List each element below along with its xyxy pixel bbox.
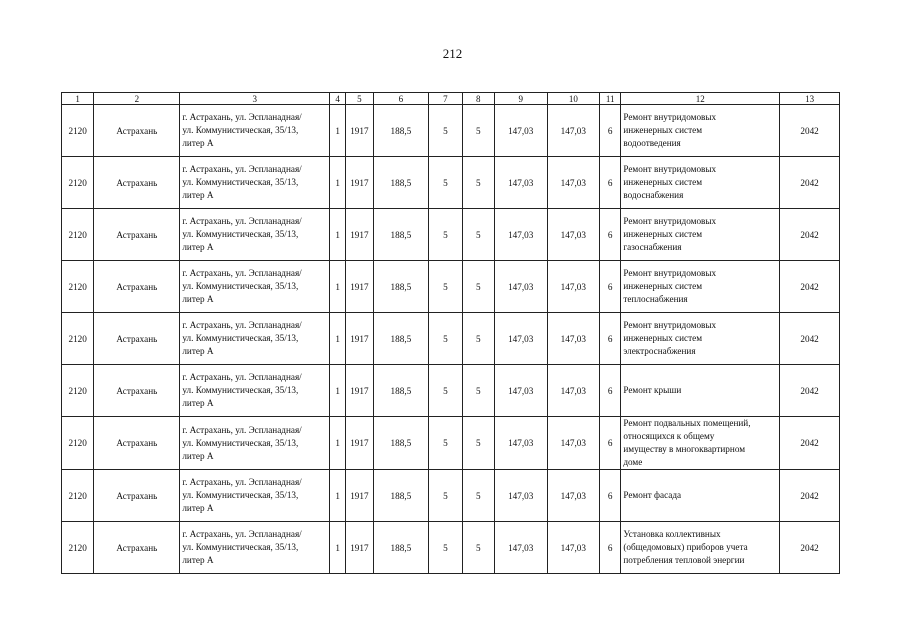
address-cell [180,261,330,313]
address-cell [180,522,330,574]
cell-line: Установка коллективных [623,529,721,539]
cell-c13: 2042 [780,209,840,261]
cell-c2: Астрахань [94,209,180,261]
cell-c7: 5 [429,417,462,470]
work-type-cell [621,157,780,209]
cell-c8: 5 [462,209,494,261]
cell-c11: 6 [600,313,621,365]
cell-c7: 5 [429,470,462,522]
cell-c11: 6 [600,522,621,574]
cell-c4: 1 [330,157,346,209]
cell-c1: 2120 [62,157,94,209]
cell-c2: Астрахань [94,417,180,470]
cell-line: ул. Коммунистическая, 35/13, [182,385,299,395]
cell-line: Ремонт внутридомовых [623,112,717,122]
cell-line: ул. Коммунистическая, 35/13, [182,333,299,343]
cell-c11: 6 [600,365,621,417]
cell-c1: 2120 [62,261,94,313]
cell-c7: 5 [429,365,462,417]
cell-c7: 5 [429,261,462,313]
cell-c9: 147,03 [494,157,547,209]
cell-c13: 2042 [780,470,840,522]
cell-c11: 6 [600,157,621,209]
address-cell [180,470,330,522]
cell-line: электроснабжения [623,346,696,356]
work-type-cell [621,522,780,574]
cell-c10: 147,03 [547,261,600,313]
cell-line: ул. Коммунистическая, 35/13, [182,281,299,291]
cell-c4: 1 [330,365,346,417]
cell-line: потребления тепловой энергии [623,555,745,565]
cell-c9: 147,03 [494,209,547,261]
cell-line: газоснабжения [623,242,682,252]
work-type-cell [621,261,780,313]
table-row [62,522,840,574]
cell-c4: 1 [330,313,346,365]
cell-c4: 1 [330,105,346,157]
column-header-5: 5 [346,93,373,105]
cell-line: водоотведения [623,138,681,148]
column-header-8: 8 [462,93,494,105]
cell-c4: 1 [330,209,346,261]
cell-line: Ремонт подвальных помещений, [623,418,751,428]
address-cell [180,313,330,365]
table-row [62,105,840,157]
cell-c7: 5 [429,522,462,574]
column-header-12: 12 [621,93,780,105]
cell-line: инженерных систем [623,281,703,291]
work-type-cell [621,105,780,157]
cell-c1: 2120 [62,313,94,365]
cell-c13: 2042 [780,105,840,157]
cell-c1: 2120 [62,365,94,417]
cell-c2: Астрахань [94,157,180,209]
address-cell [180,209,330,261]
address-cell [180,105,330,157]
cell-c8: 5 [462,522,494,574]
cell-line: имуществу в многоквартирном [623,444,746,454]
table-row [62,417,840,470]
cell-line: г. Астрахань, ул. Эспланадная/ [182,112,302,122]
cell-line: ул. Коммунистическая, 35/13, [182,125,299,135]
cell-line: инженерных систем [623,125,703,135]
cell-c10: 147,03 [547,157,600,209]
column-header-1: 1 [62,93,94,105]
cell-c11: 6 [600,105,621,157]
cell-line: литер А [182,555,214,565]
address-cell [180,157,330,209]
cell-c13: 2042 [780,522,840,574]
table-row [62,470,840,522]
cell-line: г. Астрахань, ул. Эспланадная/ [182,477,302,487]
cell-c7: 5 [429,313,462,365]
cell-c6: 188,5 [373,157,429,209]
cell-c2: Астрахань [94,105,180,157]
cell-line: Ремонт внутридомовых [623,268,717,278]
cell-line: (общедомовых) приборов учета [623,542,748,552]
cell-line: литер А [182,242,214,252]
cell-c9: 147,03 [494,417,547,470]
work-type-cell [621,209,780,261]
cell-c8: 5 [462,157,494,209]
cell-c2: Астрахань [94,365,180,417]
cell-c9: 147,03 [494,105,547,157]
cell-c11: 6 [600,417,621,470]
cell-c9: 147,03 [494,365,547,417]
cell-c7: 5 [429,157,462,209]
cell-c10: 147,03 [547,313,600,365]
cell-c7: 5 [429,105,462,157]
cell-line: ул. Коммунистическая, 35/13, [182,490,299,500]
cell-c1: 2120 [62,522,94,574]
cell-c5: 1917 [346,209,373,261]
cell-c6: 188,5 [373,105,429,157]
cell-c2: Астрахань [94,313,180,365]
cell-c13: 2042 [780,313,840,365]
column-header-11: 11 [600,93,621,105]
cell-c10: 147,03 [547,470,600,522]
cell-c7: 5 [429,209,462,261]
cell-line: инженерных систем [623,333,703,343]
cell-c5: 1917 [346,470,373,522]
cell-c8: 5 [462,261,494,313]
cell-c8: 5 [462,105,494,157]
table-row [62,261,840,313]
cell-line: доме [623,457,643,467]
cell-line: водоснабжения [623,190,684,200]
address-cell [180,417,330,470]
cell-c5: 1917 [346,157,373,209]
cell-c6: 188,5 [373,365,429,417]
cell-line: г. Астрахань, ул. Эспланадная/ [182,320,302,330]
cell-c2: Астрахань [94,522,180,574]
cell-c4: 1 [330,470,346,522]
cell-line: г. Астрахань, ул. Эспланадная/ [182,529,302,539]
cell-c9: 147,03 [494,522,547,574]
cell-c13: 2042 [780,417,840,470]
cell-line: литер А [182,398,214,408]
cell-c10: 147,03 [547,105,600,157]
work-type-cell [621,365,780,417]
cell-c5: 1917 [346,522,373,574]
cell-c5: 1917 [346,105,373,157]
cell-line: Ремонт внутридомовых [623,320,717,330]
cell-line: инженерных систем [623,177,703,187]
cell-c2: Астрахань [94,470,180,522]
cell-c11: 6 [600,470,621,522]
column-header-13: 13 [780,93,840,105]
table-row [62,157,840,209]
cell-line: литер А [182,294,214,304]
cell-c9: 147,03 [494,470,547,522]
cell-c6: 188,5 [373,209,429,261]
cell-c10: 147,03 [547,417,600,470]
table-body [62,105,840,574]
table-row [62,365,840,417]
cell-c6: 188,5 [373,313,429,365]
cell-line: Ремонт фасада [623,490,682,500]
cell-line: ул. Коммунистическая, 35/13, [182,177,299,187]
cell-c13: 2042 [780,157,840,209]
cell-line: относящихся к общему [623,431,715,441]
cell-c8: 5 [462,365,494,417]
cell-c8: 5 [462,417,494,470]
column-header-4: 4 [330,93,346,105]
repair-schedule-table [61,92,840,574]
cell-line: литер А [182,450,214,461]
cell-c8: 5 [462,470,494,522]
cell-c6: 188,5 [373,261,429,313]
address-cell [180,365,330,417]
cell-c10: 147,03 [547,365,600,417]
cell-c5: 1917 [346,365,373,417]
cell-line: инженерных систем [623,229,703,239]
cell-c9: 147,03 [494,313,547,365]
cell-c1: 2120 [62,470,94,522]
cell-c5: 1917 [346,417,373,470]
column-header-9: 9 [494,93,547,105]
cell-c8: 5 [462,313,494,365]
cell-line: г. Астрахань, ул. Эспланадная/ [182,372,302,382]
cell-c6: 188,5 [373,522,429,574]
cell-c11: 6 [600,261,621,313]
cell-c10: 147,03 [547,522,600,574]
cell-c11: 6 [600,209,621,261]
cell-line: г. Астрахань, ул. Эспланадная/ [182,424,302,435]
cell-c9: 147,03 [494,261,547,313]
work-type-cell [621,417,780,470]
cell-c13: 2042 [780,365,840,417]
column-header-2: 2 [94,93,180,105]
cell-c10: 147,03 [547,209,600,261]
work-type-cell [621,470,780,522]
cell-c2: Астрахань [94,261,180,313]
cell-c6: 188,5 [373,470,429,522]
cell-c4: 1 [330,522,346,574]
table-row [62,209,840,261]
column-header-6: 6 [373,93,429,105]
cell-line: г. Астрахань, ул. Эспланадная/ [182,164,302,174]
table-row [62,313,840,365]
column-number-row [62,93,840,105]
cell-c5: 1917 [346,313,373,365]
cell-line: литер А [182,190,214,200]
cell-line: литер А [182,503,214,513]
work-type-cell [621,313,780,365]
cell-line: г. Астрахань, ул. Эспланадная/ [182,216,302,226]
cell-line: ул. Коммунистическая, 35/13, [182,437,299,448]
cell-line: теплоснабжения [623,294,688,304]
cell-line: ул. Коммунистическая, 35/13, [182,542,299,552]
cell-c4: 1 [330,261,346,313]
cell-line: Ремонт внутридомовых [623,164,717,174]
cell-c1: 2120 [62,209,94,261]
cell-c5: 1917 [346,261,373,313]
column-header-7: 7 [429,93,462,105]
column-header-3: 3 [180,93,330,105]
cell-line: литер А [182,346,214,356]
cell-line: литер А [182,138,214,148]
cell-line: Ремонт внутридомовых [623,216,717,226]
cell-line: г. Астрахань, ул. Эспланадная/ [182,268,302,278]
cell-c1: 2120 [62,417,94,470]
cell-c4: 1 [330,417,346,470]
page-number: 212 [442,46,463,61]
cell-c13: 2042 [780,261,840,313]
cell-line: ул. Коммунистическая, 35/13, [182,229,299,239]
cell-line: Ремонт крыши [623,385,682,395]
column-header-10: 10 [547,93,600,105]
cell-c1: 2120 [62,105,94,157]
cell-c6: 188,5 [373,417,429,470]
